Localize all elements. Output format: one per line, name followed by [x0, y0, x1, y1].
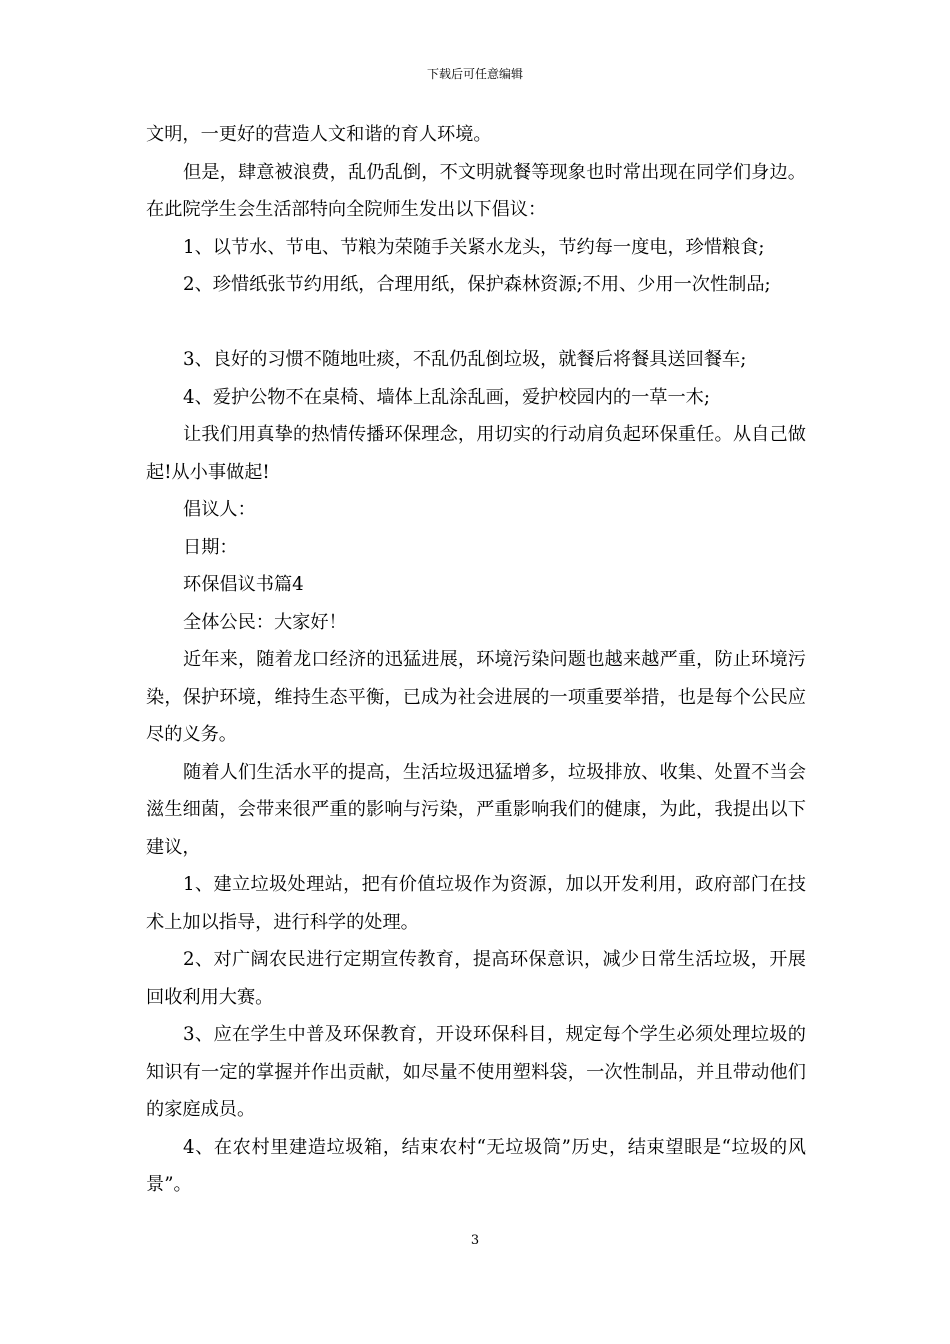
list-item: 2、珍惜纸张节约用纸，合理用纸，保护森林资源;不用、少用一次性制品; [183, 274, 771, 295]
paragraph: 让我们用真挚的热情传播环保理念，用切实的行动肩负起环保重任。从自己做起!从小事做起! [146, 424, 806, 483]
list-item: 4、爱护公物不在桌椅、墙体上乱涂乱画，爱护校园内的一草一木; [183, 386, 710, 408]
list-item: 3、良好的习惯不随地吐痰，不乱仍乱倒垃圾，就餐后将餐具送回餐车; [183, 349, 747, 370]
list-item: 4、在农村里建造垃圾箱，结束农村“无垃圾筒”历史，结束望眼是“垃圾的风景”。 [146, 1136, 806, 1195]
signatory-line: 倡议人： [183, 499, 256, 520]
list-item: 2、对广阔农民进行定期宣传教育，提高环保意识，减少日常生活垃圾，开展回收利用大赛。 [146, 949, 806, 1008]
list-item: 3、应在学生中普及环保教育，开设环保科目，规定每个学生必须处理垃圾的知识有一定的掌握并作出贡献，如尽量不使用塑料袋，一次性制品，并且带动他们的家庭成员。 [146, 1024, 806, 1120]
paragraph: 随着人们生活水平的提高，生活垃圾迅猛增多，垃圾排放、收集、处置不当会滋生细菌，会带来很严重的影响与污染，严重影响我们的健康，为此，我提出以下建议， [146, 761, 806, 858]
paragraph: 近年来，随着龙口经济的迅猛进展，环境污染问题也越来越严重，防止环境污染，保护环境，维持生态平衡，已成为社会进展的一项重要举措，也是每个公民应尽的义务。 [146, 649, 806, 745]
date-line: 日期： [183, 536, 238, 558]
page-number: 3 [470, 1233, 480, 1248]
list-item: 1、以节水、节电、节粮为荣随手关紧水龙头，节约每一度电，珍惜粮食; [183, 236, 765, 258]
page-header: 下载后可任意编辑 [426, 67, 523, 81]
paragraph: 文明，一更好的营造人文和谐的育人环境。 [146, 124, 492, 145]
salutation: 全体公民：大家好！ [183, 611, 347, 633]
section-title: 环保倡议书篇4 [183, 574, 304, 595]
paragraph: 但是，肆意被浪费，乱仍乱倒，不文明就餐等现象也时常出现在同学们身边。在此院学生会生活部特向全院师生发出以下倡议： [146, 161, 806, 220]
list-item: 1、建立垃圾处理站，把有价值垃圾作为资源，加以开发利用，政府部门在技术上加以指导，进行科学的处理。 [146, 874, 806, 933]
document-body [146, 116, 806, 1204]
